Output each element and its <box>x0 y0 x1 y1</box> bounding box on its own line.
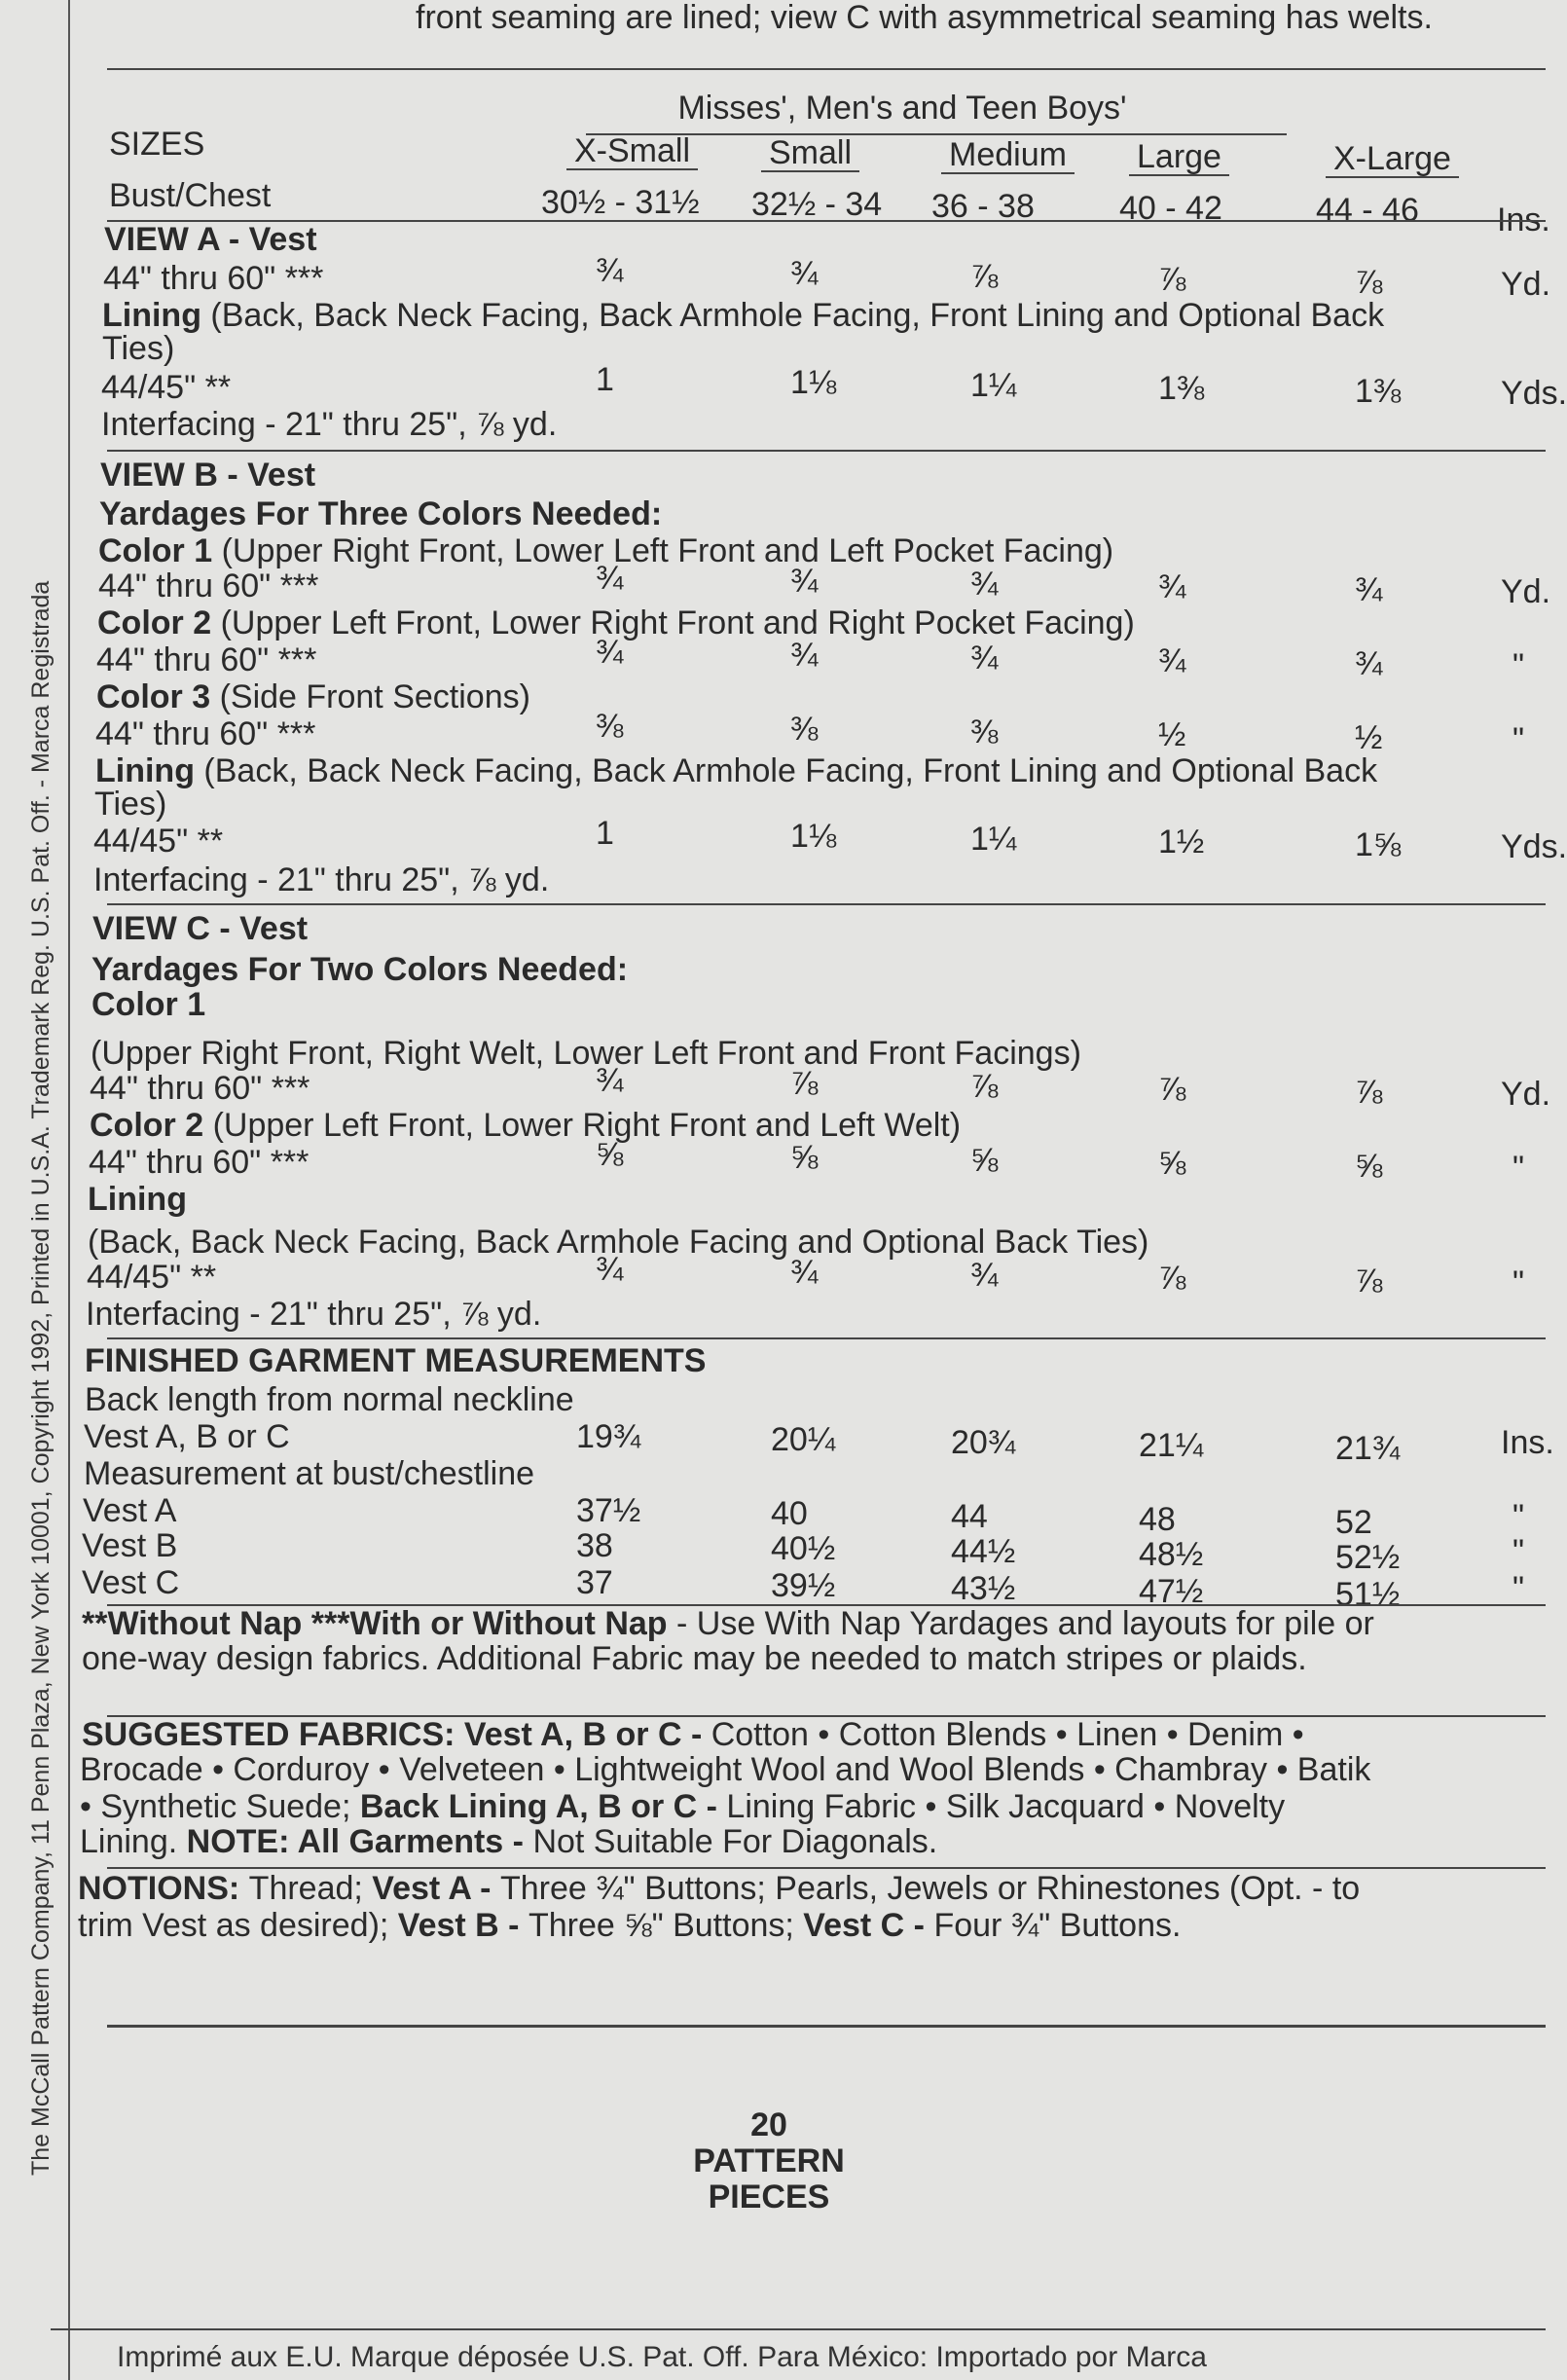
table-cell: 40½ <box>771 1530 836 1567</box>
bust-range: 36 - 38 <box>931 188 1035 225</box>
table-row-label: 44" thru 60" *** <box>89 1144 310 1181</box>
table-cell: 1½ <box>1158 824 1205 860</box>
divider <box>51 2328 1546 2330</box>
table-cell: ¾ <box>1158 568 1186 605</box>
table-cell: ¾ <box>790 563 819 600</box>
table-cell: ¾ <box>970 566 999 603</box>
size-header: Large <box>1129 139 1229 176</box>
table-cell: ¾ <box>596 1251 624 1288</box>
table-row-label: VIEW C - Vest <box>92 910 309 947</box>
table-cell: ⅝ <box>1355 1148 1383 1185</box>
sizes-label: SIZES <box>109 126 205 163</box>
table-cell: 1⅛ <box>790 364 837 401</box>
table-cell: ⅞ <box>1355 264 1383 301</box>
unit-cell: " <box>1512 721 1525 758</box>
pieces-label-2: PIECES <box>708 2179 830 2215</box>
table-cell: 48½ <box>1139 1536 1204 1573</box>
size-group-header: Misses', Men's and Teen Boys' <box>518 90 1287 135</box>
table-cell: 44½ <box>951 1533 1016 1570</box>
table-cell: 51½ <box>1335 1576 1401 1613</box>
unit-cell: Yd. <box>1501 266 1551 303</box>
table-row-label: Lining (Back, Back Neck Facing, Back Armhole Facing, Front Lining and Optional Back <box>102 297 1385 334</box>
table-cell: 43½ <box>951 1570 1016 1607</box>
unit-cell: Yd. <box>1501 573 1551 610</box>
divider <box>107 450 1546 452</box>
table-cell: 47½ <box>1139 1573 1204 1610</box>
table-row-label: Color 3 (Side Front Sections) <box>96 678 530 715</box>
divider <box>107 903 1546 905</box>
table-row-label: Yardages For Three Colors Needed: <box>99 495 663 532</box>
table-row-label: Vest A, B or C <box>84 1418 290 1455</box>
fabrics-line2: Brocade • Corduroy • Velveteen • Lightweight Wool and Wool Blends • Chambray • Batik <box>80 1751 1371 1788</box>
table-row-label: Back length from normal neckline <box>85 1381 574 1418</box>
table-row-label: (Upper Right Front, Right Welt, Lower Left Front and Front Facings) <box>91 1035 1081 1072</box>
divider <box>107 220 1546 222</box>
table-cell: 1¼ <box>970 367 1017 404</box>
table-cell: ⅞ <box>970 1068 999 1105</box>
notions-line2: trim Vest as desired); Vest B - Three ⅝" Buttons; Vest C - Four ¾" Buttons. <box>78 1907 1182 1944</box>
table-row-label: Vest B <box>82 1527 178 1564</box>
table-cell: ⅝ <box>970 1142 999 1179</box>
table-cell: 52½ <box>1335 1539 1401 1576</box>
table-cell: ⅜ <box>970 714 999 751</box>
divider <box>107 1337 1546 1339</box>
table-row-label: Lining <box>88 1181 187 1218</box>
table-cell: 44 <box>951 1498 988 1535</box>
table-cell: ¾ <box>790 255 819 292</box>
copyright-vertical: The McCall Pattern Company, 11 Penn Plaza, New York 10001, Copyright 1992, Printed in U.S.A. Trademark Reg. U.S. Pat. Off. - Marca Registrada <box>27 580 55 2176</box>
table-cell: 39½ <box>771 1567 836 1604</box>
table-cell: 1⅜ <box>1158 370 1205 407</box>
intro-line: front seaming are lined; view C with asymmetrical seaming has welts. <box>416 0 1433 36</box>
size-header: X-Large <box>1326 141 1459 178</box>
table-cell: 20¼ <box>771 1421 836 1458</box>
table-row-label: Lining (Back, Back Neck Facing, Back Armhole Facing, Front Lining and Optional Back <box>95 752 1378 789</box>
table-row-label: 44" thru 60" *** <box>96 641 317 678</box>
fabrics-line4: Lining. NOTE: All Garments - Not Suitable For Diagonals. <box>80 1823 938 1860</box>
table-cell: ¾ <box>596 560 624 597</box>
unit-ins-header: Ins. <box>1497 201 1550 238</box>
table-cell: ¾ <box>790 637 819 674</box>
table-cell: ¾ <box>1355 571 1383 608</box>
footer-text: Imprimé aux E.U. Marque déposée U.S. Pat. Off. Para México: Importado por Marca <box>117 2341 1207 2373</box>
bust-label: Bust/Chest <box>109 177 272 214</box>
unit-cell: Yds. <box>1501 828 1567 865</box>
table-row-label: 44" thru 60" *** <box>95 715 316 752</box>
pieces-number: 20 <box>750 2106 787 2143</box>
table-cell: ⅞ <box>1158 1071 1186 1108</box>
table-row-label: Vest C <box>82 1564 180 1601</box>
table-cell: 48 <box>1139 1501 1176 1538</box>
table-cell: ⅞ <box>1355 1263 1383 1300</box>
nap-note-line2: one-way design fabrics. Additional Fabric may be needed to match stripes or plaids. <box>82 1640 1307 1677</box>
table-cell: 21¾ <box>1335 1430 1401 1467</box>
table-row-label: VIEW B - Vest <box>100 457 316 494</box>
table-row-label: Interfacing - 21" thru 25", ⅞ yd. <box>86 1296 542 1333</box>
table-cell: 20¾ <box>951 1424 1016 1461</box>
table-cell: ⅞ <box>1158 261 1186 298</box>
size-header: X-Small <box>566 133 698 170</box>
table-row-label: Interfacing - 21" thru 25", ⅞ yd. <box>93 861 550 898</box>
size-header: Medium <box>941 137 1075 174</box>
nap-note: **Without Nap ***With or Without Nap - Use With Nap Yardages and layouts for pile or <box>82 1605 1374 1642</box>
table-row-label: Yardages For Two Colors Needed: <box>91 951 629 988</box>
table-cell: ⅝ <box>596 1136 624 1173</box>
bust-range: 44 - 46 <box>1316 192 1419 229</box>
table-cell: 1 <box>596 815 614 852</box>
table-cell: 1⅜ <box>1355 373 1402 410</box>
table-cell: 19¾ <box>576 1418 641 1455</box>
table-cell: ⅝ <box>790 1139 819 1176</box>
unit-cell: Yd. <box>1501 1076 1551 1113</box>
table-row-label: 44/45" ** <box>87 1259 217 1296</box>
table-row-label: Color 1 (Upper Right Front, Lower Left Front and Left Pocket Facing) <box>98 532 1114 569</box>
table-row-label: Interfacing - 21" thru 25", ⅞ yd. <box>101 406 558 443</box>
unit-cell: " <box>1512 1533 1525 1570</box>
unit-cell: " <box>1512 1264 1525 1301</box>
pattern-pieces-count <box>693 2107 845 2215</box>
table-cell: ⅞ <box>790 1065 819 1102</box>
table-row-label: 44/45" ** <box>93 823 224 860</box>
table-cell: ⅞ <box>1158 1260 1186 1297</box>
table-cell: 1⅝ <box>1355 826 1402 863</box>
table-cell: ⅞ <box>970 258 999 295</box>
table-row-label: Measurement at bust/chestline <box>84 1455 535 1492</box>
table-cell: ¾ <box>970 640 999 677</box>
bust-range: 40 - 42 <box>1119 190 1222 227</box>
table-cell: ½ <box>1355 719 1383 756</box>
table-row-label: 44/45" ** <box>101 369 232 406</box>
bust-range: 30½ - 31½ <box>541 184 700 221</box>
table-cell: 52 <box>1335 1504 1372 1541</box>
table-cell: 21¼ <box>1139 1427 1204 1464</box>
fabrics-line1: SUGGESTED FABRICS: Vest A, B or C - Cotton • Cotton Blends • Linen • Denim • <box>82 1716 1304 1753</box>
table-cell: ¾ <box>1355 645 1383 682</box>
bust-range: 32½ - 34 <box>751 186 883 223</box>
table-cell: 1¼ <box>970 821 1017 858</box>
fabrics-line3: • Synthetic Suede; Back Lining A, B or C - Lining Fabric • Silk Jacquard • Novelty <box>80 1788 1286 1825</box>
table-row-label: 44" thru 60" *** <box>98 568 319 604</box>
pattern-back <box>70 0 1567 2317</box>
table-cell: 37 <box>576 1564 613 1601</box>
size-header: Small <box>761 135 859 172</box>
table-row-label: VIEW A - Vest <box>104 221 317 258</box>
divider <box>107 1867 1546 1869</box>
table-cell: ¾ <box>1158 642 1186 679</box>
table-row-label: FINISHED GARMENT MEASUREMENTS <box>85 1342 707 1379</box>
unit-cell: " <box>1512 647 1525 684</box>
sidebar <box>0 0 70 2380</box>
unit-cell: Ins. <box>1501 1424 1554 1461</box>
table-cell: 1 <box>596 361 614 398</box>
table-cell: ¾ <box>970 1257 999 1294</box>
table-cell: ⅞ <box>1355 1074 1383 1111</box>
notions-line1: NOTIONS: Thread; Vest A - Three ¾" Buttons; Pearls, Jewels or Rhinestones (Opt. - to <box>78 1870 1361 1907</box>
table-cell: ¾ <box>596 1062 624 1099</box>
table-row-label: Ties) <box>94 786 167 823</box>
table-cell: ¾ <box>596 634 624 671</box>
table-row-label: 44" thru 60" *** <box>90 1070 310 1107</box>
table-cell: 38 <box>576 1527 613 1564</box>
divider <box>107 2025 1546 2028</box>
table-row-label: Color 2 (Upper Left Front, Lower Right Front and Right Pocket Facing) <box>97 604 1135 641</box>
unit-cell: " <box>1512 1570 1525 1607</box>
unit-cell: " <box>1512 1498 1525 1535</box>
table-row-label: Vest A <box>83 1492 177 1529</box>
table-row-label: Color 1 <box>91 986 206 1023</box>
table-cell: ⅝ <box>1158 1145 1186 1182</box>
unit-cell: Yds. <box>1501 375 1567 412</box>
unit-cell: " <box>1512 1150 1525 1187</box>
table-cell: ¾ <box>596 252 624 289</box>
table-row-label: 44" thru 60" *** <box>103 260 324 297</box>
table-cell: 1⅛ <box>790 818 837 855</box>
table-cell: 40 <box>771 1495 808 1532</box>
pieces-label-1: PATTERN <box>693 2142 845 2179</box>
table-cell: 37½ <box>576 1492 641 1529</box>
table-row-label: (Back, Back Neck Facing, Back Armhole Facing and Optional Back Ties) <box>88 1224 1149 1261</box>
table-row-label: Ties) <box>102 330 175 367</box>
divider <box>107 68 1546 70</box>
table-cell: ⅜ <box>596 708 624 745</box>
table-cell: ½ <box>1158 716 1186 753</box>
table-row-label: Color 2 (Upper Left Front, Lower Right Front and Left Welt) <box>90 1107 962 1144</box>
table-cell: ⅜ <box>790 711 819 748</box>
table-cell: ¾ <box>790 1254 819 1291</box>
